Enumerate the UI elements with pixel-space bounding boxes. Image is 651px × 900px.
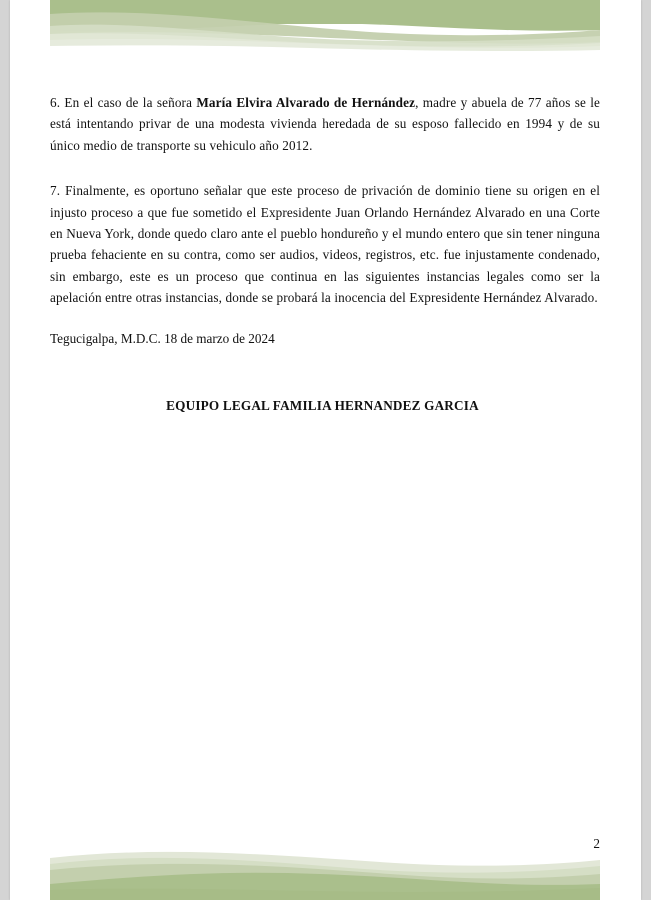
document-page bbox=[10, 0, 641, 900]
green-wave-header-graphic bbox=[50, 0, 600, 52]
date-line: Tegucigalpa, M.D.C. 18 de marzo de 2024 bbox=[50, 331, 275, 347]
green-wave-footer-graphic bbox=[50, 840, 600, 900]
paragraph-6-lead: 6. En el caso de la señora bbox=[50, 95, 197, 110]
paragraph-6 bbox=[50, 92, 600, 156]
paragraph-7: 7. Finalmente, es oportuno señalar que este proceso de privación de dominio tiene su origen en el injusto proceso a que fue sometido el Expresidente Juan Orlando Hernández Alvarado en una Corte en Nueva York, donde quedo claro ante el pueblo hondureño y el mundo entero que sin tener ninguna prueba fehaciente en su contra, como ser audios, videos, registros, etc. fue injustamente condenado, sin embargo, este es un proceso que continua en las siguientes instancias legales como ser la apelación entre otras instancias, donde se probará la inocencia del Expresidente Hernández Alvarado. bbox=[50, 183, 600, 305]
paragraph-6-rest: , madre y abuela de 77 años se le está intentando privar de una modesta vivienda heredada de su esposo fallecido en 1994 y de su único medio de transporte su vehiculo año 2012. bbox=[50, 95, 601, 153]
page-number: 2 bbox=[593, 836, 600, 851]
document-body bbox=[50, 92, 600, 414]
paragraph-6-bold-name: María Elvira Alvarado de Hernández bbox=[196, 95, 416, 110]
signature-block: EQUIPO LEGAL FAMILIA HERNANDEZ GARCIA bbox=[166, 397, 479, 413]
